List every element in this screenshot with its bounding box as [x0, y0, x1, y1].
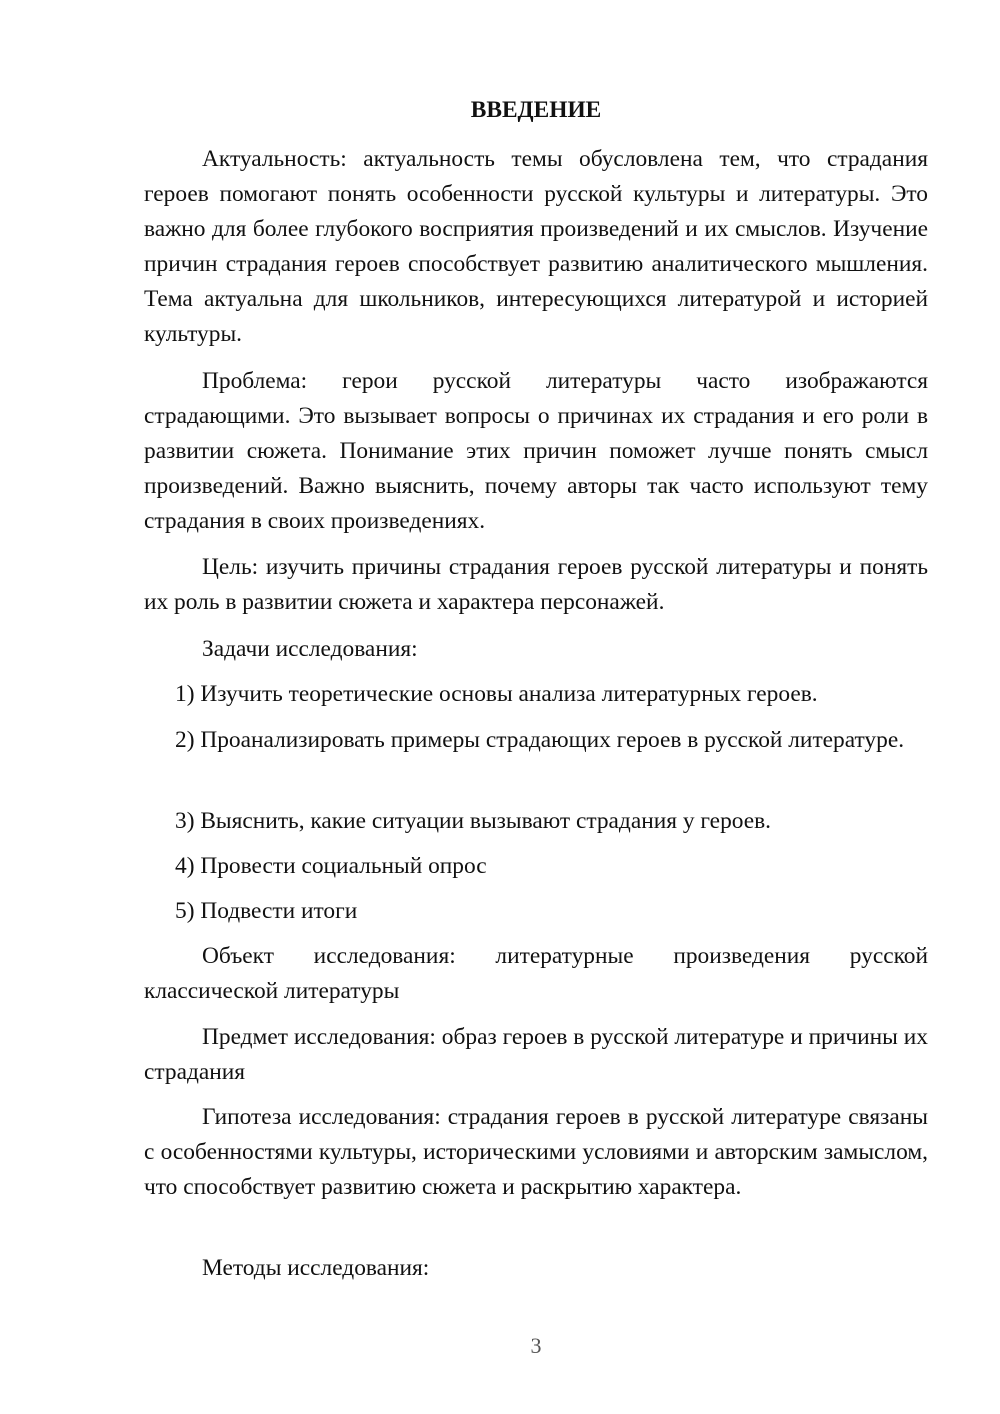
methods-heading: Методы исследования: — [202, 1255, 430, 1281]
task-item-4: 4) Провести социальный опрос — [175, 853, 487, 879]
page-number: 3 — [530, 1333, 542, 1358]
goal-paragraph: Цель: изучить причины страдания героев русской литературы и понять их роль в развитии сюжета и характера персонажей. — [144, 554, 928, 615]
tasks-heading: Задачи исследования: — [202, 636, 418, 662]
task-item-3: 3) Выяснить, какие ситуации вызывают страдания у героев. — [175, 808, 772, 834]
relevance-paragraph: Актуальность: актуальность темы обусловлена тем, что страдания героев помогают понять особенности русской культуры и литературы. Это важно для более глубокого восприятия произведений и их смыслов. Изучение причин страдания героев способствует развитию аналитического мышления. Тема актуальна для школьников, интересующихся литературой и историей культуры. — [144, 146, 928, 347]
problem-paragraph: Проблема: герои русской литературы часто изображаются страдающими. Это вызывает вопросы о причинах их страдания и его роли в развитии сюжета. Понимание этих причин поможет лучше понять смысл произведений. Важно выяснить, почему авторы так часто используют тему страдания в своих произведениях. — [144, 368, 928, 534]
subject-paragraph: Предмет исследования: образ героев в русской литературе и причины их страдания — [144, 1024, 928, 1085]
task-item-1: 1) Изучить теоретические основы анализа литературных героев. — [175, 681, 818, 707]
object-paragraph: Объект исследования: литературные произведения русской классической литературы — [144, 943, 928, 1004]
hypothesis-paragraph: Гипотеза исследования: страдания героев в русской литературе связаны с особенностями культуры, историческими условиями и авторским замыслом, что способствует развитию сюжета и раскрытию характера. — [144, 1104, 928, 1200]
page-title: ВВЕДЕНИЕ — [470, 97, 602, 123]
task-item-2: 2) Проанализировать примеры страдающих героев в русской литературе. — [175, 727, 905, 753]
task-item-5: 5) Подвести итоги — [175, 898, 358, 924]
